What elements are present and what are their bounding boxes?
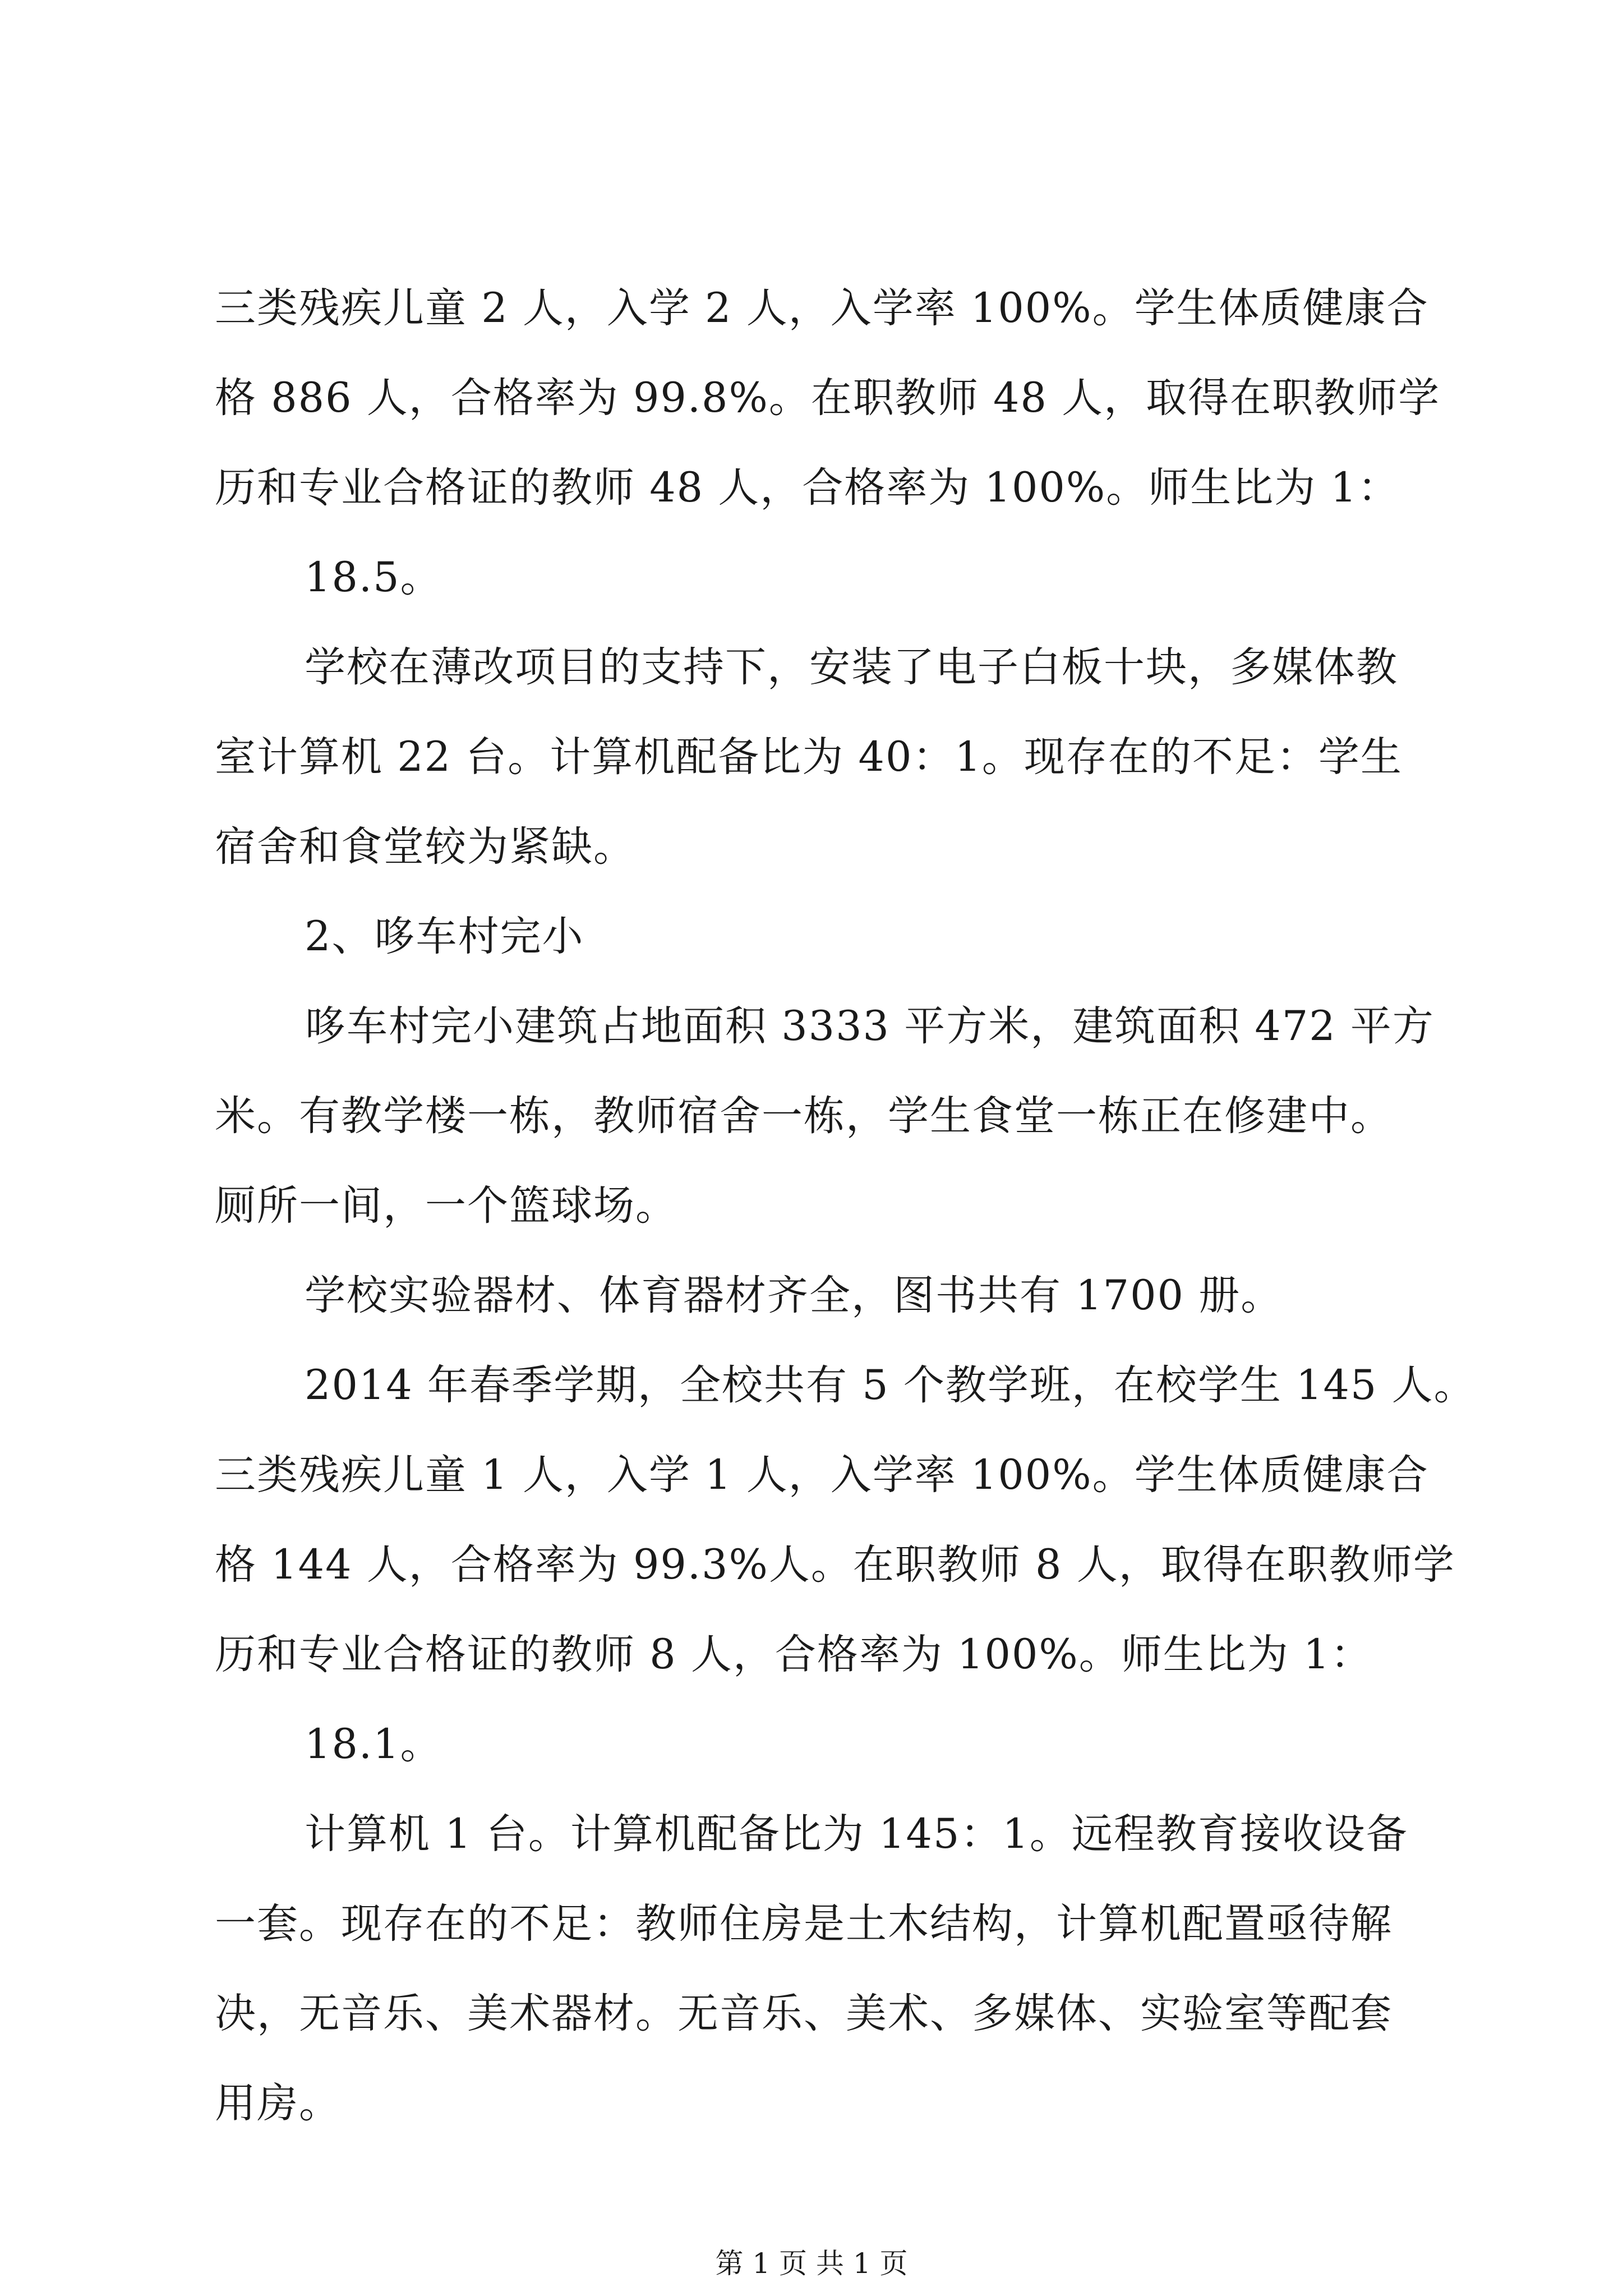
section-heading: 2、哆车村完小: [305, 913, 584, 960]
body-text-line: 室计算机 22 台。计算机配备比为 40：1。现存在的不足：学生: [215, 733, 1403, 781]
body-text-line: 历和专业合格证的教师 48 人，合格率为 100%。师生比为 1：: [215, 464, 1400, 512]
body-text-line: 格 886 人，合格率为 99.8%。在职教师 48 人，取得在职教师学: [215, 374, 1441, 422]
body-text-line: 宿舍和食堂较为紧缺。: [215, 823, 635, 871]
body-text-line: 18.1。: [305, 1720, 442, 1768]
body-text-line: 三类残疾儿童 1 人，入学 1 人，入学率 100%。学生体质健康合: [215, 1451, 1429, 1499]
body-text-line: 一套。现存在的不足：教师住房是土木结构，计算机配置亟待解: [215, 1900, 1393, 1948]
paragraph-first-line: 哆车村完小建筑占地面积 3333 平方米，建筑面积 472 平方: [305, 1002, 1435, 1050]
body-text-line: 米。有教学楼一栋，教师宿舍一栋，学生食堂一栋正在修建中。: [215, 1092, 1393, 1140]
body-text-line: 决，无音乐、美术器材。无音乐、美术、多媒体、实验室等配套: [215, 1990, 1393, 2037]
body-text-line: 用房。: [215, 2079, 341, 2127]
paragraph-first-line: 学校实验器材、体育器材齐全，图书共有 1700 册。: [305, 1272, 1283, 1319]
paragraph-first-line: 2014 年春季学期，全校共有 5 个教学班，在校学生 145 人。: [305, 1361, 1476, 1409]
body-text-line: 格 144 人，合格率为 99.3%人。在职教师 8 人，取得在职教师学: [215, 1541, 1455, 1589]
body-text-line: 历和专业合格证的教师 8 人，合格率为 100%。师生比为 1：: [215, 1631, 1373, 1678]
body-text-line: 三类残疾儿童 2 人，入学 2 人，入学率 100%。学生体质健康合: [215, 284, 1429, 332]
body-text-line: 18.5。: [305, 554, 442, 601]
body-text-line: 厕所一间，一个篮球场。: [215, 1182, 677, 1230]
page-footer: 第 1 页 共 1 页: [715, 2247, 908, 2280]
paragraph-first-line: 计算机 1 台。计算机配备比为 145：1。远程教育接收设备: [305, 1810, 1408, 1858]
paragraph-first-line: 学校在薄改项目的支持下，安装了电子白板十块，多媒体教: [305, 643, 1398, 691]
